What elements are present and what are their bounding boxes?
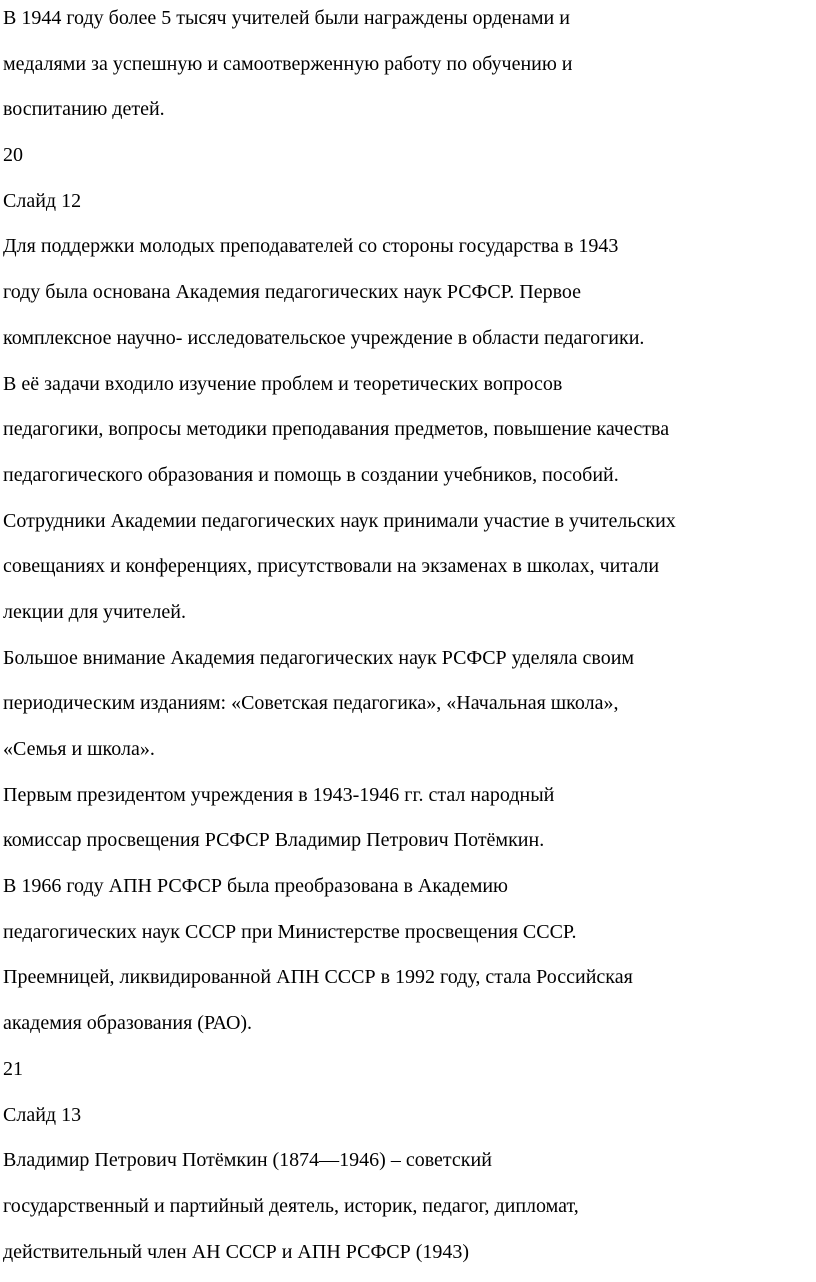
text-line-3: воспитанию детей. <box>3 98 165 121</box>
text-line-13: совещаниях и конференциях, присутствовали на экзаменах в школах, читали <box>3 555 660 578</box>
text-line-23: академия образования (РАО). <box>3 1012 253 1035</box>
text-line-18: Первым президентом учреждения в 1943-1946 гг. стал народный <box>3 783 555 806</box>
text-line-10: педагогики, вопросы методики преподавания предметов, повышение качества <box>3 418 670 441</box>
text-line-17: «Семья и школа». <box>3 738 155 760</box>
text-line-26: Владимир Петрович Потёмкин (1874—1946) – советский <box>3 1149 492 1172</box>
text-line-22: Преемницей, ликвидированной АПН СССР в 1992 году, стала Российская <box>3 966 633 989</box>
text-line-7: году была основана Академия педагогических наук РСФСР. Первое <box>3 281 582 304</box>
text-line-11: педагогического образования и помощь в создании учебников, пособий. <box>3 463 619 486</box>
slide-label-13: Слайд 13 <box>3 1103 82 1126</box>
text-line-28: действительный член АН СССР и АПН РСФСР (1943) <box>3 1240 470 1263</box>
text-line-2: медалями за успешную и самоотверженную работу по обучению и <box>3 52 573 75</box>
text-line-14: лекции для учителей. <box>3 600 186 623</box>
text-line-20: В 1966 году АПН РСФСР была преобразована в Академию <box>3 875 508 898</box>
text-line-9: В её задачи входило изучение проблем и теоретических вопросов <box>3 372 563 395</box>
page-number-21: 21 <box>3 1057 23 1080</box>
text-line-21: педагогических наук СССР при Министерстве просвещения СССР. <box>3 920 577 943</box>
document-body <box>3 0 813 1275</box>
text-line-1: В 1944 году более 5 тысяч учителей были награждены орденами и <box>3 7 570 29</box>
text-line-8: комплексное научно- исследовательское учреждение в области педагогики. <box>3 326 645 349</box>
page-number-20: 20 <box>3 144 23 167</box>
text-line-19: комиссар просвещения РСФСР Владимир Петрович Потёмкин. <box>3 829 545 852</box>
text-line-27: государственный и партийный деятель, историк, педагог, дипломат, <box>3 1194 579 1217</box>
slide-label-12: Слайд 12 <box>3 189 82 212</box>
text-line-16: периодическим изданиям: «Советская педагогика», «Начальная школа», <box>3 692 619 715</box>
text-line-6: Для поддержки молодых преподавателей со стороны государства в 1943 <box>3 235 619 258</box>
text-line-15: Большое внимание Академия педагогических наук РСФСР уделяла своим <box>3 646 635 669</box>
text-line-12: Сотрудники Академии педагогических наук принимали участие в учительских <box>3 509 676 532</box>
